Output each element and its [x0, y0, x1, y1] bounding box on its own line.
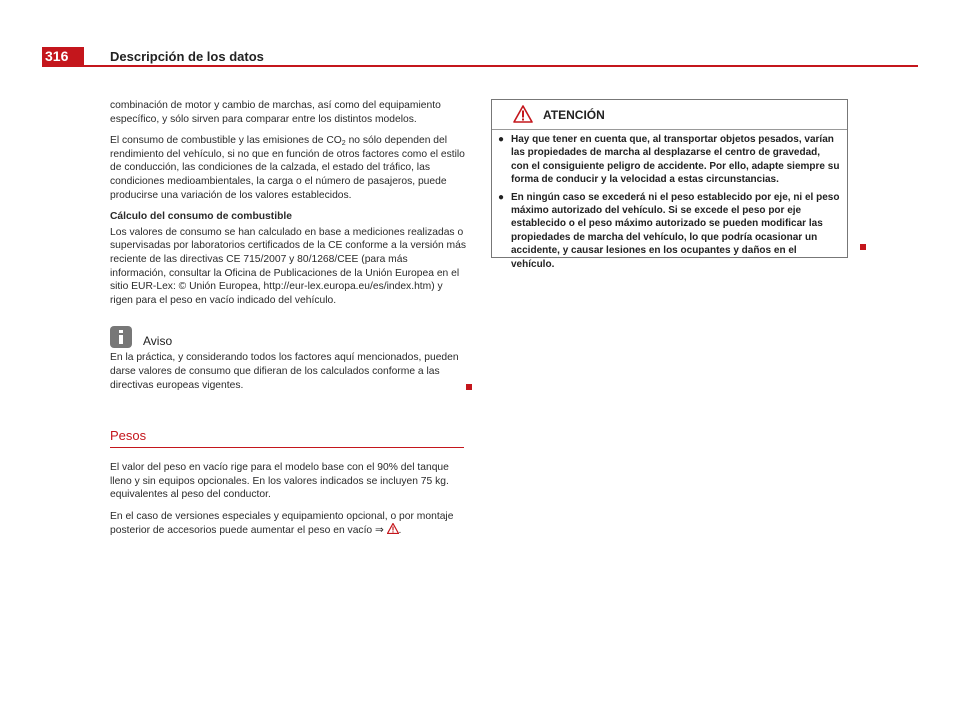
notice-title: Aviso — [143, 334, 173, 349]
warning-triangle-icon — [513, 105, 533, 123]
header-rule — [42, 65, 918, 67]
paragraph-empty-weight: El valor del peso en vacío rige para el modelo base con el 90% del tanque lleno y sin equipos opcionales. En los valores indicados se incluyen 75 kg. equivalentes al peso del conductor. — [110, 462, 449, 501]
co2-text: El consumo de combustible y las emisiones de CO — [110, 135, 342, 147]
warning-title: ATENCIÓN — [543, 107, 605, 122]
paragraph-engine-combination: combinación de motor y cambio de marchas, así como del equipamiento específico, y sólo sirven para comparar entre los distintos modelos. — [110, 100, 441, 125]
subheading-fuel-calculation: Cálculo del consumo de combustible — [110, 211, 292, 223]
warning-item — [498, 191, 840, 271]
warning-end-marker — [860, 244, 866, 250]
page-header — [42, 47, 918, 66]
consumption-factors-text: no sólo dependen del rendimiento del vehículo, si no que en función de otros factores como el estilo de conducción, las condiciones de la calzada, el estado del tráfico, las condiciones medioambientales, la carga o el número de pasajeros, puede producirse una variación de los valores establecidos. — [110, 135, 465, 201]
notice-block — [110, 322, 466, 392]
co2-subscript: 2 — [341, 140, 346, 148]
bullet: ● — [498, 134, 505, 145]
section-title: Descripción de los datos — [110, 49, 264, 64]
warning-body — [492, 130, 847, 271]
section-heading-pesos: Pesos — [110, 428, 464, 448]
notice-header — [110, 322, 466, 348]
warning-item — [498, 133, 840, 187]
warning-item-text: Hay que tener en cuenta que, al transportar objetos pesados, varían las propiedades de marcha al desplazarse el centro de gravedad, con el consiguiente peligro de accidente. Por ello, adapte siempre su forma de conducir y la velocidad a estas circunstancias. — [511, 134, 840, 186]
left-column — [110, 99, 466, 546]
warning-box — [491, 99, 848, 270]
info-icon — [110, 326, 132, 348]
paragraph-optional-equipment — [110, 510, 466, 538]
warning-header — [492, 100, 847, 130]
bullet: ● — [498, 191, 505, 203]
warning-item-text: En ningún caso se excederá ni el peso establecido por eje, ni el peso máximo autorizado del vehículo. Si se excede el peso por eje establecido o el peso máximo autorizado se pueden modificar las propiedades de marcha del vehículo, lo que podría ocasionar un accidente, y causar lesiones en los ocupantes y daños en el vehículo. — [511, 191, 840, 270]
page-number: 316 — [42, 47, 84, 66]
section-end-marker — [466, 384, 472, 390]
optional-equipment-text: En el caso de versiones especiales y equipamiento opcional, o por montaje posterior de accesorios puede aumentar el peso en vacío ⇒ — [110, 510, 454, 537]
optional-equipment-end: . — [398, 525, 402, 537]
paragraph-measurement: Los valores de consumo se han calculado en base a mediciones realizadas o supervisadas por laboratorios certificados de la CE conforme a la versión más reciente de las directivas CE 715/2007 y 80/1268/CEE (para más información, consultar la Oficina de Publicaciones de la Unión Europea en el sitio EUR-Lex: © Unión Europea, http://eur-lex.europa.eu/es/index.htm) y rigen para el peso en vacío indicado del vehículo. — [110, 226, 466, 306]
notice-text: En la práctica, y considerando todos los factores aquí mencionados, pueden darse valores de consumo que difieran de los calculados conforme a las directivas europeas vigentes. — [110, 352, 459, 391]
paragraph-consumption-factors — [110, 134, 466, 202]
warning-reference-icon[interactable] — [387, 523, 399, 534]
